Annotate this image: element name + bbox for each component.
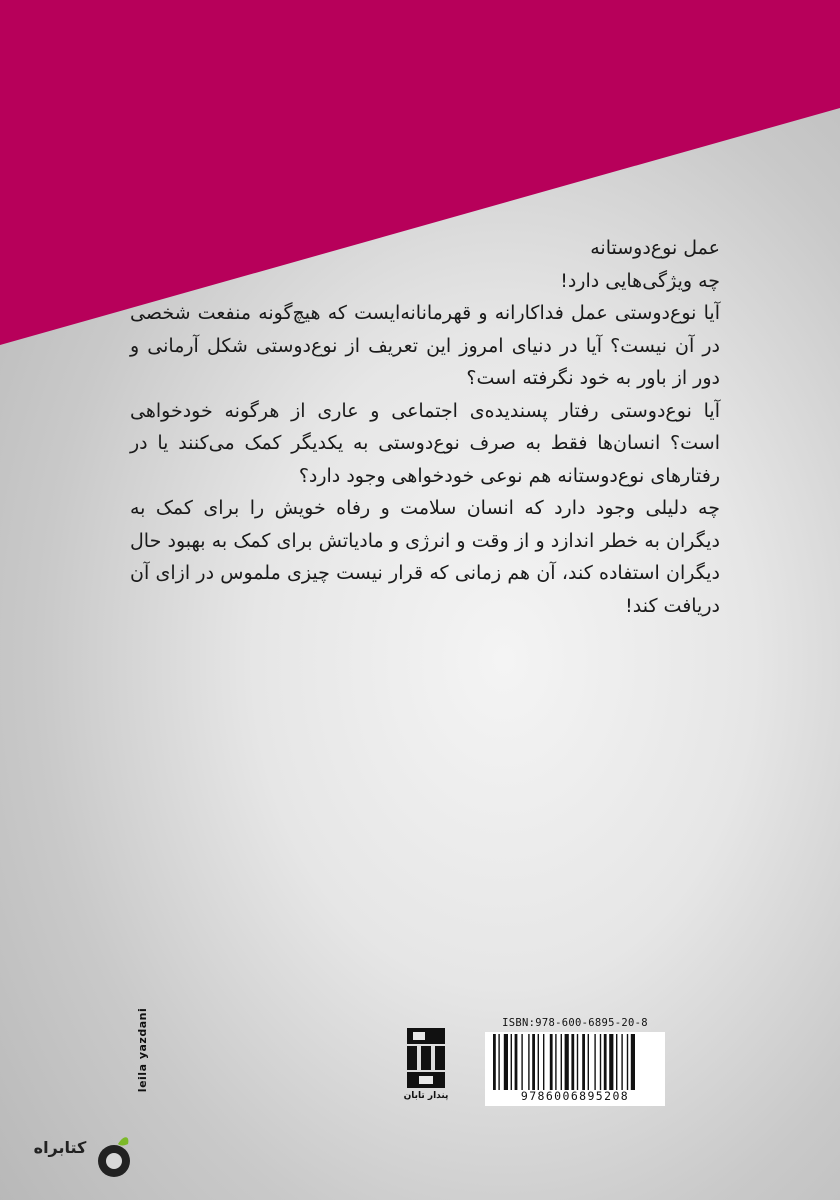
blurb-text xyxy=(130,232,720,622)
barcode-bar xyxy=(627,1034,628,1090)
barcode-bar xyxy=(571,1034,574,1090)
barcode-digits: 9786006895208 xyxy=(520,1089,630,1103)
isbn-label: ISBN:978-600-6895-20-8 xyxy=(502,1017,648,1029)
barcode-bar xyxy=(493,1034,496,1090)
barcode-bar xyxy=(594,1034,595,1090)
barcode-bar xyxy=(521,1034,522,1090)
publisher-name: پندار تابان xyxy=(403,1091,449,1101)
barcode-bar xyxy=(550,1034,553,1090)
barcode-bar xyxy=(555,1034,556,1090)
barcode-bar xyxy=(582,1034,585,1090)
barcode-bar xyxy=(561,1034,562,1090)
author-signature-text: leila yazdani xyxy=(135,1007,149,1093)
blurb-title: عمل نوع‌دوستانه xyxy=(590,237,720,259)
barcode-bar xyxy=(528,1034,529,1090)
barcode-bar xyxy=(532,1034,535,1090)
publisher-logo-icon xyxy=(405,1028,447,1098)
barcode-bar xyxy=(504,1034,508,1090)
barcode-bar xyxy=(538,1034,539,1090)
author-signature xyxy=(92,1007,192,1093)
store-name: کتابراه xyxy=(33,1138,87,1157)
barcode-bar xyxy=(588,1034,589,1090)
barcode-bar xyxy=(609,1034,613,1090)
blurb-paragraph-3: چه دلیلی وجود دارد که انسان سلامت و رفاه خویش را برای کمک به دیگران به خطر اندازد و از وقت و انرژی و مادیاتش برای کمک به بهبود حال دیگران استفاده کند، آن هم زمانی که قرار نیست چیزی ملموس در ازای آن دریافت کند! xyxy=(130,497,720,617)
barcode-bar xyxy=(621,1034,622,1090)
barcode-bar xyxy=(616,1034,617,1090)
barcode-bar xyxy=(604,1034,607,1090)
barcode-bar xyxy=(565,1034,569,1090)
barcode-bar xyxy=(631,1034,635,1090)
barcode-bar xyxy=(577,1034,578,1090)
barcode-bar xyxy=(511,1034,512,1090)
barcode-bar xyxy=(515,1034,518,1090)
barcode-bar xyxy=(600,1034,601,1090)
blurb-subtitle: چه ویژگی‌هایی دارد! xyxy=(560,269,720,292)
barcode-bar xyxy=(498,1034,499,1090)
blurb-paragraph-2: آیا نوع‌دوستی رفتار پسندیده‌ی اجتماعی و عاری از هرگونه خودخواهی است؟ انسان‌ها فقط به صرف نوع‌دوستی به یکدیگر کمک می‌کنند یا در رفتارهای نوع‌دوستانه هم نوعی خودخواهی وجود دارد؟ xyxy=(130,399,720,487)
barcode-bar xyxy=(543,1034,544,1090)
blurb-paragraph-1: آیا نوع‌دوستی عمل فداکارانه و قهرمانانه‌ایست که هیچ‌گونه منفعت شخصی در آن نیست؟ آیا در دنیای امروز این تعریف از نوع‌دوستی شکل آرمانی و دور از باور به خود نگرفته است؟ xyxy=(130,302,720,389)
